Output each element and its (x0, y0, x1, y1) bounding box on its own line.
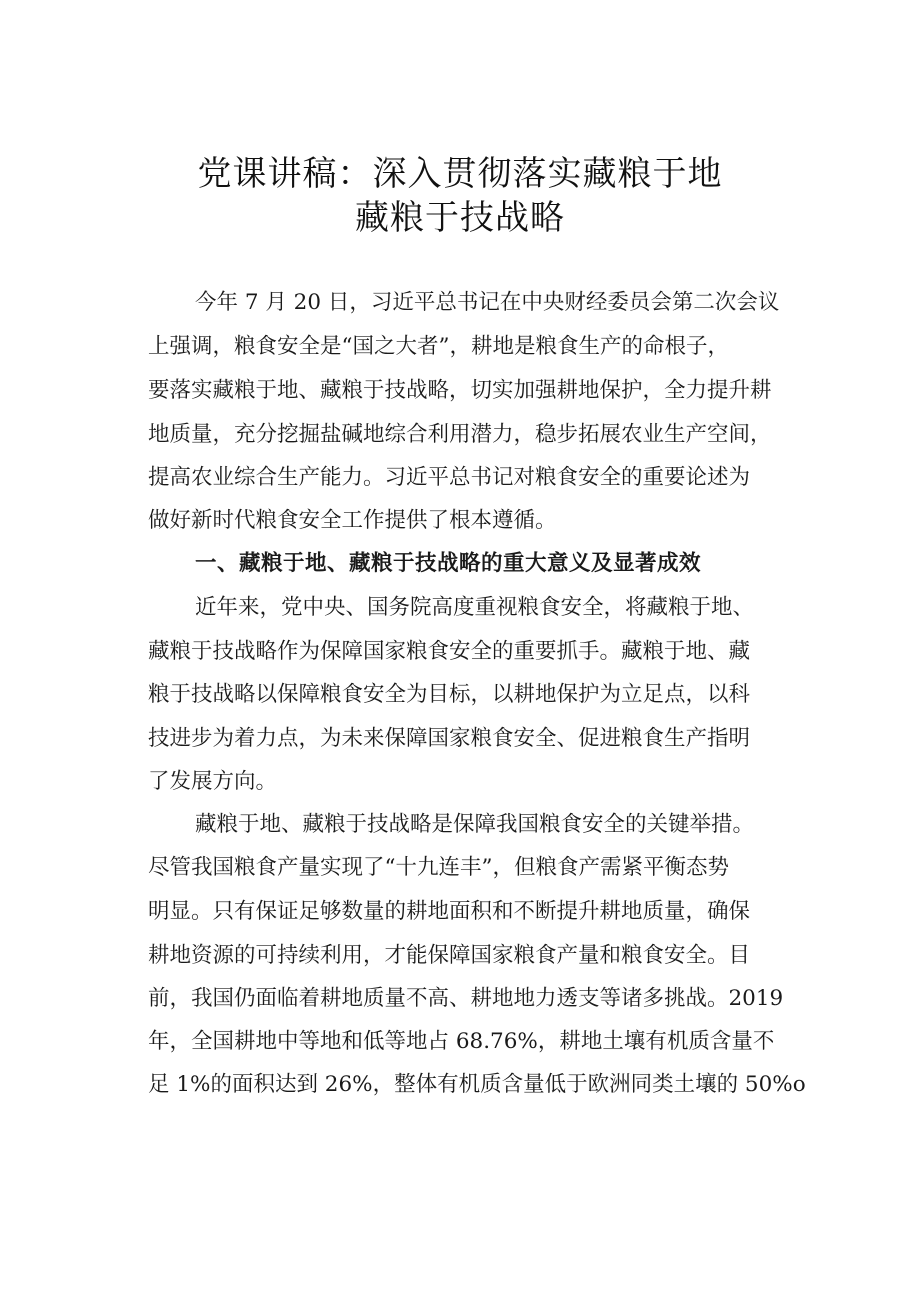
paragraph-3-line: 耕地资源的可持续利用，才能保障国家粮食产量和粮食安全。目 (148, 943, 751, 968)
paragraph-2-line: 藏粮于技战略作为保障国家粮食安全的重要抓手。藏粮于地、藏 (148, 639, 751, 664)
paragraph-1-line: 做好新时代粮食安全工作提供了根本遵循。 (148, 508, 557, 533)
paragraph-3-line: 年，全国耕地中等地和低等地占 68.76%，耕地土壤有机质含量不 (148, 1029, 775, 1054)
paragraph-2-line: 技进步为着力点，为未来保障国家粮食安全、促进粮食生产指明 (148, 726, 751, 751)
paragraph-2-line: 近年来，党中央、国务院高度重视粮食安全，将藏粮于地、 (195, 595, 755, 620)
paragraph-3-line: 明显。只有保证足够数量的耕地面积和不断提升耕地质量，确保 (148, 899, 751, 924)
paragraph-1-line: 地质量，充分挖掘盐碱地综合利用潜力，稳步拓展农业生产空间， (148, 422, 772, 447)
paragraph-3-line: 足 1%的面积达到 26%，整体有机质含量低于欧洲同类土壤的 50%o (148, 1072, 806, 1097)
paragraph-3-line: 尽管我国粮食产量实现了“十九连丰”，但粮食产需紧平衡态势 (148, 855, 729, 880)
paragraph-1-line: 提高农业综合生产能力。习近平总书记对粮食安全的重要论述为 (148, 465, 751, 490)
paragraph-2-line: 粮于技战略以保障粮食安全为目标，以耕地保护为立足点，以科 (148, 682, 751, 707)
paragraph-1-line: 要落实藏粮于地、藏粮于技战略，切实加强耕地保护，全力提升耕 (148, 378, 772, 403)
document-title-line-2: 藏粮于技战略 (355, 198, 565, 238)
paragraph-3-line: 藏粮于地、藏粮于技战略是保障我国粮食安全的关键举措。 (195, 812, 755, 837)
document-title-line-1: 党课讲稿：深入贯彻落实藏粮于地 (197, 154, 723, 194)
paragraph-2-line: 了发展方向。 (148, 769, 278, 794)
paragraph-3-line: 前，我国仍面临着耕地质量不高、耕地地力透支等诸多挑战。2019 (148, 986, 784, 1011)
section-heading: 一、藏粮于地、藏粮于技战略的重大意义及显著成效 (195, 551, 702, 576)
paragraph-1-line: 今年 7 月 20 日，习近平总书记在中央财经委员会第二次会议 (195, 290, 780, 315)
paragraph-1-line: 上强调，粮食安全是“国之大者”，耕地是粮食生产的命根子， (148, 334, 729, 359)
